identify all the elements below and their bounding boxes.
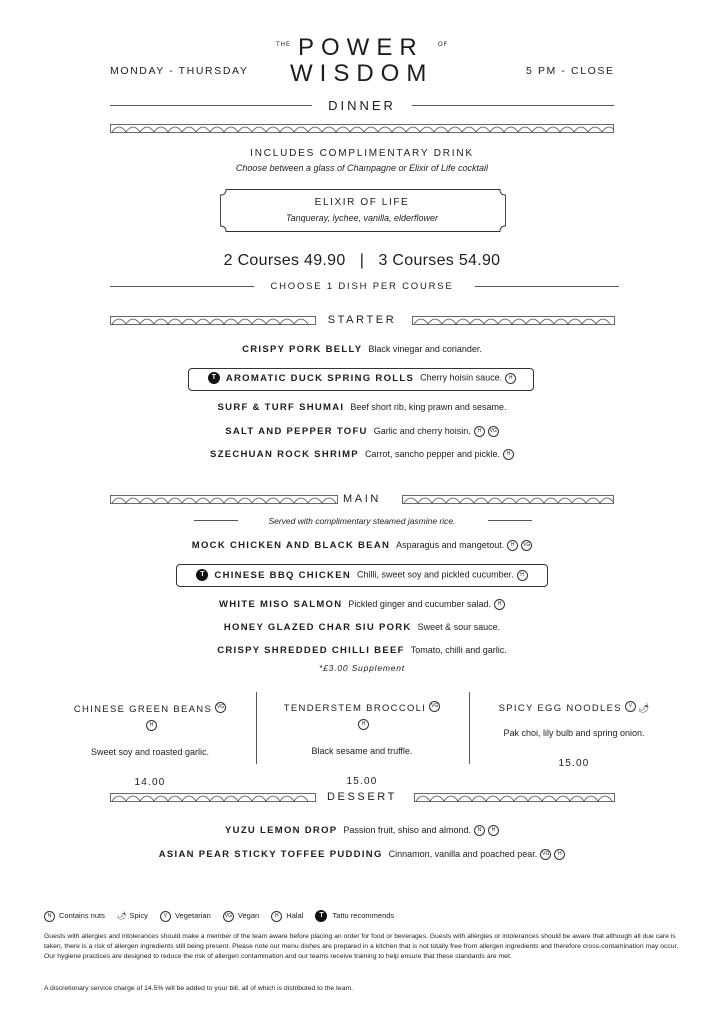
legend-label: Halal [286,910,304,920]
menu-item [0,645,724,656]
spicy-icon: 🌶 [637,703,650,713]
service-charge-notice: A discretionary service charge of 14.5% will be added to your bill, all of which is distributed to the team. [44,985,354,992]
column-divider [469,692,470,764]
halal-icon: H [517,570,528,581]
side-dish [70,699,230,788]
side-name: SPICY EGG NOODLES [498,703,622,714]
menu-item [0,849,724,860]
vegan-icon: VG [521,540,532,551]
divider [488,520,532,521]
logo-of: OF [438,42,449,48]
tattu-recommends-icon: T [196,569,208,581]
halal-icon: H [554,849,565,860]
menu-item [0,449,724,460]
menu-item [0,599,724,610]
logo-line1: POWER [298,34,424,61]
side-name: CHINESE GREEN BEANS [73,704,213,715]
menu-item [0,372,724,384]
dish-name: SURF & TURF SHUMAI [217,402,345,413]
dish-name: SALT AND PEPPER TOFU [225,426,368,438]
dish-name: SZECHUAN ROCK SHRIMP [209,449,359,461]
dish-name: ASIAN PEAR STICKY TOFFEE PUDDING [158,849,383,861]
halal-icon: H [358,719,369,730]
legend-label: Tattu recommends [332,910,395,920]
vegetarian-icon: V [625,701,636,712]
side-description: Black sesame and truffle. [311,746,413,756]
legend-label: Vegetarian [174,910,211,920]
column-divider [256,692,257,764]
dish-description: Asparagus and mangetout. [396,540,505,551]
dish-description: Carrot, sancho pepper and pickle. [364,449,501,460]
cocktail-description: Tanqueray, lychee, vanilla, elderflower [285,213,439,223]
drink-subheading: Choose between a glass of Champagne or Elixir of Life cocktail [235,163,489,173]
section-title-dessert: DESSERT [327,791,397,803]
dish-name: CRISPY SHREDDED CHILLI BEEF [217,645,405,656]
side-description: Pak choi, lily bulb and spring onion. [503,728,645,738]
menu-item [0,825,724,836]
cocktail-frame [220,189,506,232]
vegetarian-icon: V [160,911,171,922]
tattu-recommends-icon: T [208,372,220,384]
nuts-icon: N [44,911,55,922]
section-title-starter: STARTER [327,314,397,326]
dish-name: AROMATIC DUCK SPRING ROLLS [225,372,415,384]
menu-item [0,426,724,437]
halal-icon: H [474,426,485,437]
vegan-icon: VG [488,426,499,437]
vegan-icon: VG [429,701,440,712]
dish-description: Cherry hoisin sauce. [420,372,503,383]
menu-title: DINNER [328,98,396,113]
dish-description: Chilli, sweet soy and pickled cucumber. [357,569,514,580]
halal-icon: H [505,373,516,384]
side-dish [494,698,654,769]
dish-description: Tomato, chilli and garlic. [410,645,507,655]
decorative-border [412,316,615,326]
logo [270,34,460,86]
menu-item [0,540,724,551]
divider [475,286,619,287]
spicy-icon: 🌶 [116,910,127,920]
divider [412,105,614,106]
menu-item [0,344,724,355]
dish-name: CRISPY PORK BELLY [242,344,363,355]
allergy-notice: Guests with allergies and intolerances should make a member of the team aware before placing an order for food or beverages. Guests with allergies or intolerances should be aware that although all due care is taken, there is a risk of allergen ingredients still being present. Please note our menu dishes are prepared in a kitchen that is not totally free from allergen ingredients and therefore cross-contamination may occur. Our hygiene practices are designed to reduce the risk of allergen contamination and our teams receive training to help ensure that these standards are met. [44,933,679,960]
dish-name: YUZU LEMON DROP [225,825,338,837]
decorative-border [110,124,614,134]
dish-description: Cinnamon, vanilla and poached pear. [388,849,538,860]
side-description: Sweet soy and roasted garlic. [90,747,210,757]
dish-name: MOCK CHICKEN AND BLACK BEAN [191,540,391,552]
halal-icon: H [494,599,505,610]
dish-description: Sweet & sour sauce. [417,622,501,632]
dish-description: Garlic and cherry hoisin. [373,426,471,437]
side-price: 15.00 [558,758,590,769]
main-served-note: Served with complimentary steamed jasmine rice. [268,516,456,526]
side-price: 14.00 [134,777,166,788]
dish-description: Beef short rib, king prawn and sesame. [350,402,507,412]
course-prices: 2 Courses 49.90 | 3 Courses 54.90 [223,252,501,269]
supplement-note: *£3.00 Supplement [319,663,405,673]
menu-item [0,622,724,633]
vegan-icon: VG [540,849,551,860]
vegan-icon: VG [215,702,226,713]
dish-description: Black vinegar and coriander. [368,344,482,354]
dish-name: CHINESE BBQ CHICKEN [214,569,352,581]
halal-icon: H [271,911,282,922]
nuts-icon: N [474,825,485,836]
side-dish [282,698,442,787]
halal-icon: H [146,720,157,731]
dish-name: HONEY GLAZED CHAR SIU PORK [223,622,412,633]
section-title-main: MAIN [343,493,381,505]
days-label: MONDAY - THURSDAY [110,65,249,77]
decorative-border [402,495,614,505]
menu-item [0,402,724,413]
vegan-icon: VG [223,911,234,922]
legend-label: Vegan [237,910,260,920]
menu-item [0,569,724,581]
side-price: 15.00 [346,776,378,787]
course-instruction: CHOOSE 1 DISH PER COURSE [270,281,454,292]
side-name: TENDERSTEM BROCCOLI [283,703,427,714]
legend-label: Contains nuts [59,910,105,920]
logo-the: THE [276,42,291,48]
dish-description: Passion fruit, shiso and almond. [343,825,471,836]
hours-label: 5 PM - CLOSE [526,65,615,77]
halal-icon: H [507,540,518,551]
drink-heading: INCLUDES COMPLIMENTARY DRINK [250,148,474,159]
dish-name: WHITE MISO SALMON [218,599,343,611]
cocktail-name: ELIXIR OF LIFE [314,197,410,208]
halal-icon: H [503,449,514,460]
tattu-recommends-icon: T [315,910,327,922]
halal-icon: H [488,825,499,836]
legend-label: Spicy [129,910,148,920]
logo-line2: WISDOM [290,60,434,87]
dietary-legend [44,910,404,922]
decorative-border [414,793,615,803]
dish-description: Pickled ginger and cucumber salad. [348,599,492,610]
